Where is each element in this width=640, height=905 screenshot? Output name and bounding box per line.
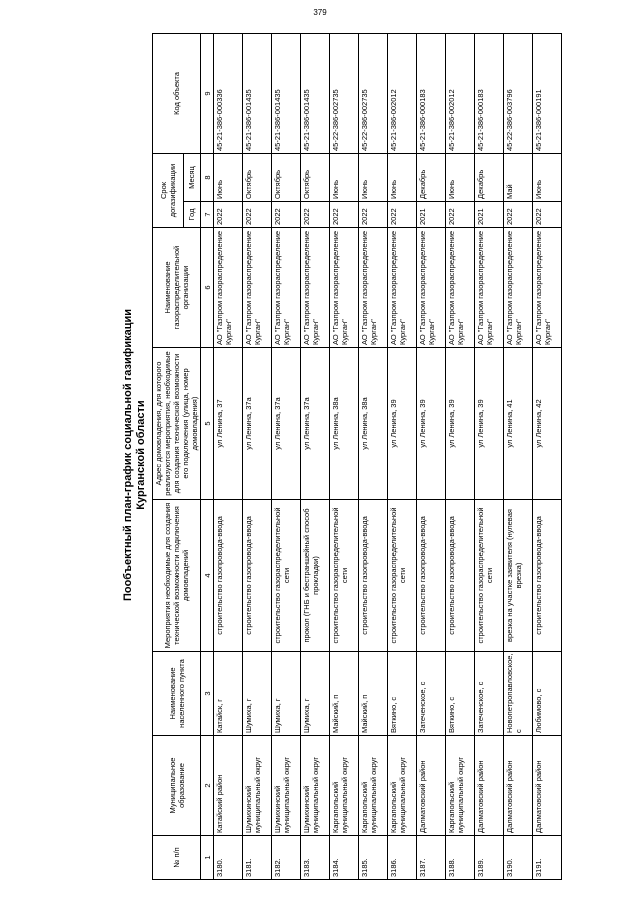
cell-municipality: Шумихинский муниципальный округ [272, 736, 301, 836]
cell-address: ул Ленина, 38а [330, 348, 359, 500]
column-number: 2 [201, 736, 214, 836]
column-number: 9 [201, 33, 214, 153]
cell-row-number: 3188. [446, 836, 475, 880]
cell-month: Октябрь [301, 153, 330, 201]
cell-month: Июнь [359, 153, 388, 201]
header-code: Код объекта [153, 33, 201, 153]
cell-settlement: Катайск, г [214, 652, 243, 736]
table-row [533, 33, 562, 879]
cell-year: 2022 [388, 202, 417, 228]
cell-month: Июнь [446, 153, 475, 201]
cell-measures: прокол (ГНБ и бестраншейный способ прокладки) [301, 500, 330, 652]
cell-month: Октябрь [243, 153, 272, 201]
cell-year: 2022 [359, 202, 388, 228]
cell-row-number: 3184. [330, 836, 359, 880]
cell-municipality: Катайский район [214, 736, 243, 836]
cell-month: Декабрь [417, 153, 446, 201]
cell-measures: строительство газораспределительной сети [330, 500, 359, 652]
table-row [214, 33, 243, 879]
cell-object-code: 45-21-386-000336 [214, 33, 243, 153]
cell-settlement: Любимово, с [533, 652, 562, 736]
cell-row-number: 3182. [272, 836, 301, 880]
cell-address: ул Ленина, 39 [475, 348, 504, 500]
cell-object-code: 45-22-386-002735 [359, 33, 388, 153]
cell-municipality: Каргапольский муниципальный округ [446, 736, 475, 836]
table-row [301, 33, 330, 879]
cell-address: ул Ленина, 37а [272, 348, 301, 500]
cell-year: 2022 [301, 202, 330, 228]
cell-measures: врезка на участке заявителя (нулевая врезка) [504, 500, 533, 652]
cell-settlement: Шумиха, г [301, 652, 330, 736]
cell-settlement: Вяткино, с [388, 652, 417, 736]
cell-row-number: 3186. [388, 836, 417, 880]
cell-measures: строительство газопровода-ввода [214, 500, 243, 652]
cell-settlement: Затеченское, с [417, 652, 446, 736]
column-number: 3 [201, 652, 214, 736]
table-row [504, 33, 533, 879]
cell-month: Декабрь [475, 153, 504, 201]
cell-measures: строительство газопровода-ввода [533, 500, 562, 652]
cell-month: Июнь [533, 153, 562, 201]
cell-municipality: Шумихинский муниципальный округ [301, 736, 330, 836]
cell-year: 2022 [330, 202, 359, 228]
cell-municipality: Каргапольский муниципальный округ [388, 736, 417, 836]
cell-row-number: 3181. [243, 836, 272, 880]
cell-month: Июнь [388, 153, 417, 201]
cell-year: 2022 [533, 202, 562, 228]
column-number: 8 [201, 153, 214, 201]
column-number: 1 [201, 836, 214, 880]
cell-settlement: Затеченское, с [475, 652, 504, 736]
table-row [446, 33, 475, 879]
cell-address: ул Ленина, 39 [417, 348, 446, 500]
header-settlement: Наименование населенного пункта [153, 652, 201, 736]
header-month: Месяц [183, 153, 200, 201]
cell-month: Июнь [214, 153, 243, 201]
cell-year: 2022 [272, 202, 301, 228]
document-subtitle: Курганской области [135, 400, 147, 510]
column-numbers-row [201, 33, 214, 879]
cell-settlement: Шумиха, г [243, 652, 272, 736]
header-organization: Наименование газораспределительной организации [153, 228, 201, 348]
cell-settlement: Новопетропавловское, с [504, 652, 533, 736]
cell-address: ул Ленина, 37а [243, 348, 272, 500]
cell-row-number: 3187. [417, 836, 446, 880]
header-deadline: Срок догазификации [153, 153, 184, 227]
cell-object-code: 45-22-386-002735 [330, 33, 359, 153]
cell-organization: АО "Газпром газораспределение Курган" [243, 228, 272, 348]
cell-organization: АО "Газпром газораспределение Курган" [272, 228, 301, 348]
cell-municipality: Далматовский район [504, 736, 533, 836]
header-municipality: Муниципальное образование [153, 736, 201, 836]
cell-settlement: Майский, п [330, 652, 359, 736]
cell-measures: строительство газопровода-ввода [417, 500, 446, 652]
cell-municipality: Далматовский район [417, 736, 446, 836]
cell-row-number: 3180. [214, 836, 243, 880]
header-address: Адрес домовладения, для которого реализуются мероприятия, необходимые для создания технической возможности его подключения (улица, номер домовладения) [153, 348, 201, 500]
cell-settlement: Шумиха, г [272, 652, 301, 736]
cell-municipality: Далматовский район [533, 736, 562, 836]
cell-year: 2022 [214, 202, 243, 228]
cell-organization: АО "Газпром газораспределение Курган" [301, 228, 330, 348]
cell-organization: АО "Газпром газораспределение Курган" [533, 228, 562, 348]
header-year: Год [183, 202, 200, 228]
cell-object-code: 45-21-386-000183 [417, 33, 446, 153]
cell-municipality: Шумихинский муниципальный округ [243, 736, 272, 836]
cell-address: ул Ленина, 37 [214, 348, 243, 500]
cell-measures: строительство газопровода-ввода [446, 500, 475, 652]
cell-object-code: 45-22-386-003796 [504, 33, 533, 153]
column-number: 4 [201, 500, 214, 652]
cell-municipality: Каргапольский муниципальный округ [359, 736, 388, 836]
rotated-document [120, 30, 590, 880]
cell-year: 2021 [475, 202, 504, 228]
cell-organization: АО "Газпром газораспределение Курган" [330, 228, 359, 348]
page-number: 379 [313, 8, 327, 17]
cell-year: 2022 [504, 202, 533, 228]
table-row [388, 33, 417, 879]
cell-measures: строительство газораспределительной сети [475, 500, 504, 652]
column-number: 6 [201, 228, 214, 348]
cell-settlement: Майский, п [359, 652, 388, 736]
table-row [417, 33, 446, 879]
cell-object-code: 45-21-386-002012 [388, 33, 417, 153]
table-row [475, 33, 504, 879]
table-row [272, 33, 301, 879]
cell-object-code: 45-21-386-002012 [446, 33, 475, 153]
cell-municipality: Далматовский район [475, 736, 504, 836]
cell-address: ул Ленина, 39 [388, 348, 417, 500]
cell-organization: АО "Газпром газораспределение Курган" [214, 228, 243, 348]
cell-organization: АО "Газпром газораспределение Курган" [417, 228, 446, 348]
cell-address: ул Ленина, 41 [504, 348, 533, 500]
cell-address: ул Ленина, 42 [533, 348, 562, 500]
cell-measures: строительство газопровода-ввода [359, 500, 388, 652]
cell-measures: строительство газопровода-ввода [243, 500, 272, 652]
cell-object-code: 45-21-386-001435 [301, 33, 330, 153]
cell-month: Июнь [330, 153, 359, 201]
cell-organization: АО "Газпром газораспределение Курган" [359, 228, 388, 348]
table-row [330, 33, 359, 879]
cell-organization: АО "Газпром газораспределение Курган" [475, 228, 504, 348]
cell-organization: АО "Газпром газораспределение Курган" [504, 228, 533, 348]
header-num: № п/п [153, 836, 201, 880]
cell-month: Май [504, 153, 533, 201]
gasification-table [152, 33, 562, 880]
table-row [359, 33, 388, 879]
cell-address: ул Ленина, 38а [359, 348, 388, 500]
cell-row-number: 3183. [301, 836, 330, 880]
cell-object-code: 45-21-386-000183 [475, 33, 504, 153]
cell-municipality: Каргапольский муниципальный округ [330, 736, 359, 836]
cell-row-number: 3189. [475, 836, 504, 880]
cell-address: ул Ленина, 39 [446, 348, 475, 500]
cell-row-number: 3190. [504, 836, 533, 880]
document-title: Пообъектный план-график социальной газификации [122, 308, 134, 602]
cell-year: 2021 [417, 202, 446, 228]
cell-row-number: 3191. [533, 836, 562, 880]
cell-month: Октябрь [272, 153, 301, 201]
table-row [243, 33, 272, 879]
cell-settlement: Вяткино, с [446, 652, 475, 736]
cell-object-code: 45-21-386-001435 [243, 33, 272, 153]
header-measures: Мероприятия необходимые для создания технической возможности подключения домовладений [153, 500, 201, 652]
cell-address: ул Ленина, 37а [301, 348, 330, 500]
cell-object-code: 45-21-386-000191 [533, 33, 562, 153]
cell-measures: строительство газораспределительной сети [388, 500, 417, 652]
cell-organization: АО "Газпром газораспределение Курган" [446, 228, 475, 348]
cell-object-code: 45-21-386-001435 [272, 33, 301, 153]
column-number: 5 [201, 348, 214, 500]
cell-row-number: 3185. [359, 836, 388, 880]
column-number: 7 [201, 202, 214, 228]
cell-organization: АО "Газпром газораспределение Курган" [388, 228, 417, 348]
cell-measures: строительство газораспределительной сети [272, 500, 301, 652]
cell-year: 2022 [446, 202, 475, 228]
cell-year: 2022 [243, 202, 272, 228]
